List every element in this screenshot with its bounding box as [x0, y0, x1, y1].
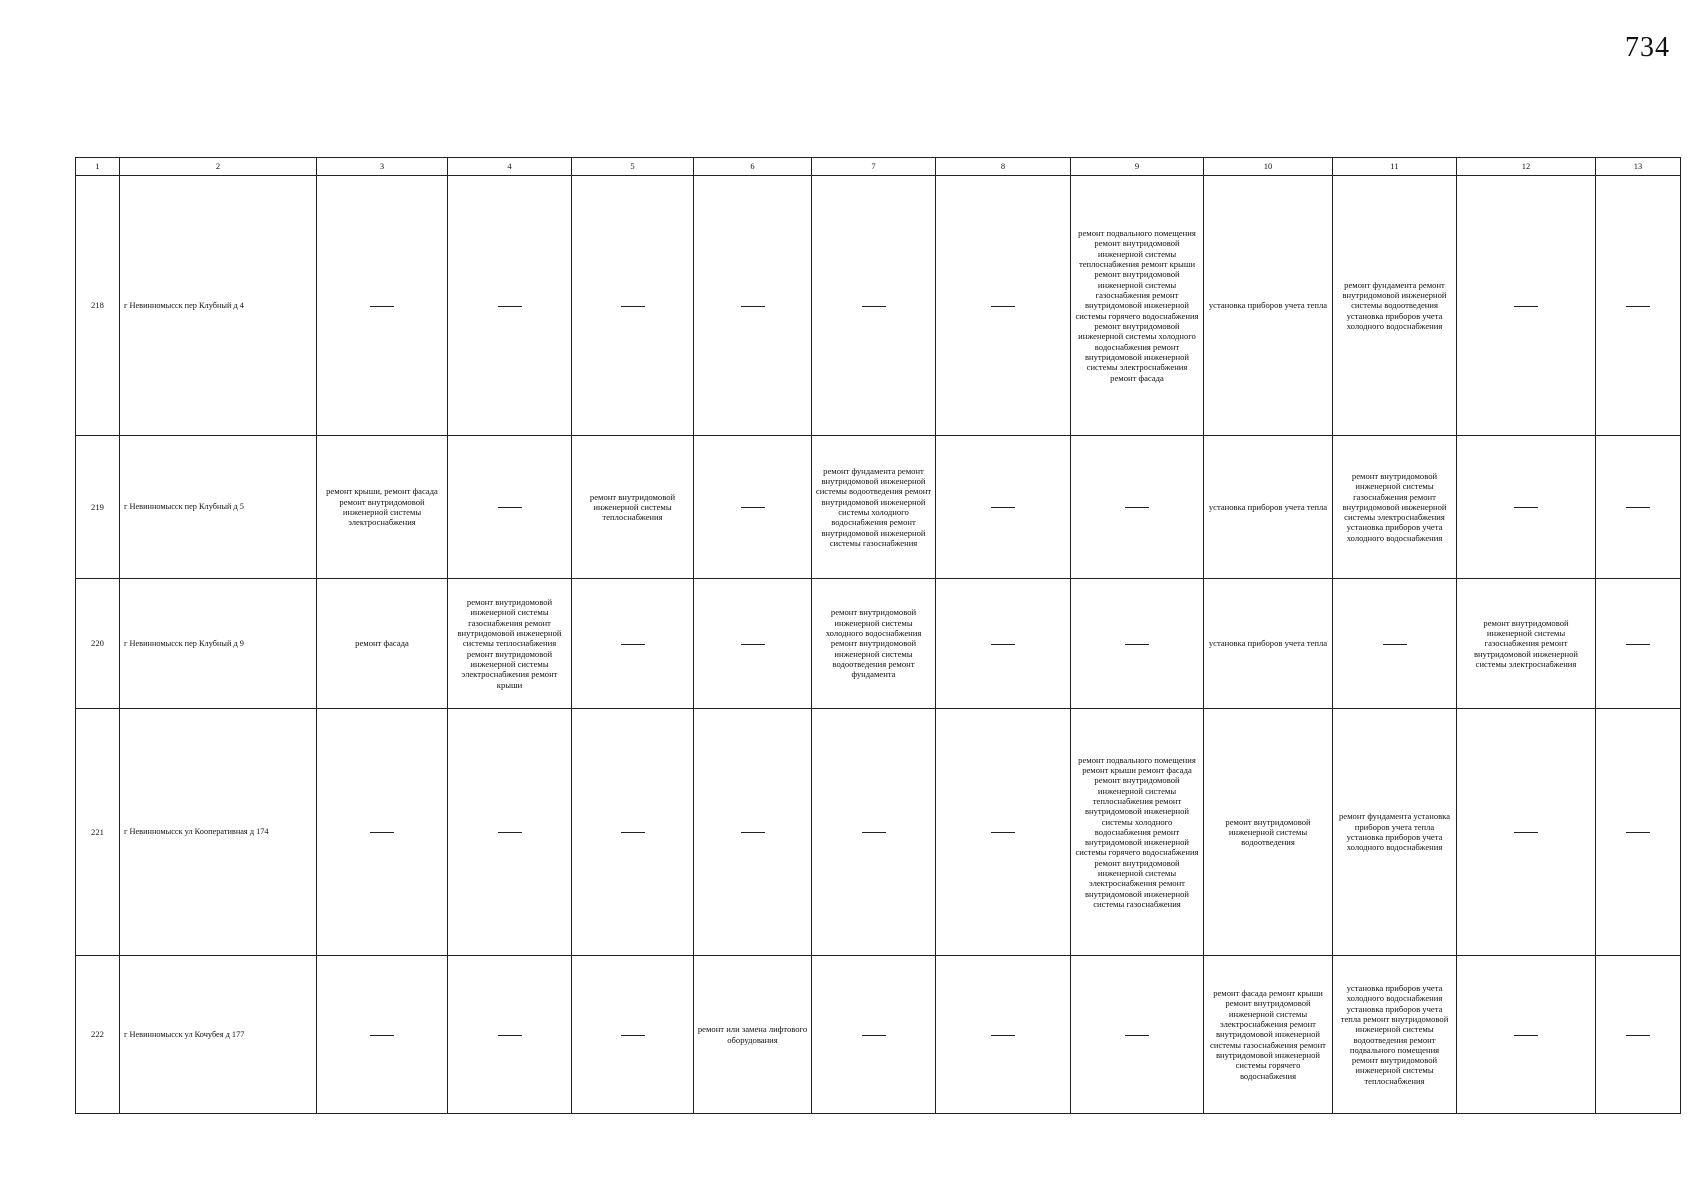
empty-cell	[448, 709, 572, 956]
dash-mark	[741, 507, 765, 508]
dash-mark	[1125, 1035, 1149, 1036]
row-number: 218	[76, 176, 120, 436]
work-cell: ремонт внутридомовой инженерной системы теплоснабжения	[572, 436, 694, 579]
column-header: 7	[812, 158, 936, 176]
table-row	[76, 176, 1681, 436]
table-row	[76, 579, 1681, 709]
work-cell: установка приборов учета тепла	[1204, 436, 1333, 579]
row-number: 221	[76, 709, 120, 956]
dash-mark	[991, 832, 1015, 833]
work-cell: ремонт внутридомовой инженерной системы водоотведения	[1204, 709, 1333, 956]
dash-mark	[498, 1035, 522, 1036]
work-cell: установка приборов учета тепла	[1204, 579, 1333, 709]
dash-mark	[1626, 1035, 1650, 1036]
work-cell: ремонт фундамента ремонт внутридомовой инженерной системы водоотведения установка приборов учета холодного водоснабжения	[1333, 176, 1457, 436]
repair-schedule-table	[75, 157, 1681, 1114]
column-header: 6	[694, 158, 812, 176]
empty-cell	[1596, 579, 1681, 709]
empty-cell	[1457, 709, 1596, 956]
dash-mark	[741, 306, 765, 307]
row-number: 219	[76, 436, 120, 579]
work-cell: ремонт фасада ремонт крыши ремонт внутридомовой инженерной системы электроснабжения ремонт внутридомовой инженерной системы газоснабжения ремонт внутридомовой инженерной системы горячего водоснабжения	[1204, 956, 1333, 1114]
empty-cell	[317, 956, 448, 1114]
address-cell: г Невинномысск ул Кочубея д 177	[120, 956, 317, 1114]
work-cell: установка приборов учета тепла	[1204, 176, 1333, 436]
empty-cell	[317, 709, 448, 956]
dash-mark	[498, 832, 522, 833]
work-cell: ремонт или замена лифтового оборудования	[694, 956, 812, 1114]
address-cell: г Невинномысск пер Клубный д 5	[120, 436, 317, 579]
row-number: 222	[76, 956, 120, 1114]
work-cell: ремонт крыши, ремонт фасада ремонт внутридомовой инженерной системы электроснабжения	[317, 436, 448, 579]
dash-mark	[1125, 507, 1149, 508]
dash-mark	[498, 306, 522, 307]
table-row	[76, 709, 1681, 956]
empty-cell	[694, 709, 812, 956]
dash-mark	[1514, 1035, 1538, 1036]
work-cell: ремонт внутридомовой инженерной системы холодного водоснабжения ремонт внутридомовой инженерной системы водоотведения ремонт фундамента	[812, 579, 936, 709]
work-cell: ремонт подвального помещения ремонт внутридомовой инженерной системы теплоснабжения ремонт крыши ремонт внутридомовой инженерной системы газоснабжения ремонт внутридомовой инженерной системы горячего водоснабжения ремонт внутридомовой инженерной системы холодного водоснабжения ремонт внутридомовой инженерной системы электроснабжения ремонт фасада	[1071, 176, 1204, 436]
empty-cell	[1457, 956, 1596, 1114]
work-cell: ремонт внутридомовой инженерной системы газоснабжения ремонт внутридомовой инженерной системы теплоснабжения ремонт внутридомовой инженерной системы электроснабжения ремонт крыши	[448, 579, 572, 709]
empty-cell	[572, 176, 694, 436]
empty-cell	[1071, 956, 1204, 1114]
dash-mark	[1125, 644, 1149, 645]
dash-mark	[1514, 507, 1538, 508]
empty-cell	[1596, 709, 1681, 956]
work-cell: установка приборов учета холодного водоснабжения установка приборов учета тепла ремонт внутридомовой инженерной системы водоотведения ремонт подвального помещения ремонт внутридомовой инженерной системы теплоснабжения	[1333, 956, 1457, 1114]
empty-cell	[1457, 176, 1596, 436]
dash-mark	[862, 306, 886, 307]
empty-cell	[936, 579, 1071, 709]
empty-cell	[936, 176, 1071, 436]
work-cell: ремонт фундамента ремонт внутридомовой инженерной системы водоотведения ремонт внутридомовой инженерной системы холодного водоснабжения ремонт внутридомовой инженерной системы газоснабжения	[812, 436, 936, 579]
dash-mark	[862, 1035, 886, 1036]
empty-cell	[572, 709, 694, 956]
work-cell: ремонт внутридомовой инженерной системы газоснабжения ремонт внутридомовой инженерной системы электроснабжения	[1457, 579, 1596, 709]
empty-cell	[1457, 436, 1596, 579]
dash-mark	[621, 832, 645, 833]
dash-mark	[370, 1035, 394, 1036]
row-number: 220	[76, 579, 120, 709]
work-cell: ремонт внутридомовой инженерной системы газоснабжения ремонт внутридомовой инженерной системы электроснабжения установка приборов учета холодного водоснабжения	[1333, 436, 1457, 579]
column-header: 10	[1204, 158, 1333, 176]
column-header: 9	[1071, 158, 1204, 176]
column-header: 2	[120, 158, 317, 176]
page-number: 734	[1625, 32, 1670, 63]
dash-mark	[370, 832, 394, 833]
address-cell: г Невинномысск пер Клубный д 4	[120, 176, 317, 436]
empty-cell	[1596, 176, 1681, 436]
column-header: 12	[1457, 158, 1596, 176]
empty-cell	[812, 709, 936, 956]
header-row	[76, 158, 1681, 176]
dash-mark	[498, 507, 522, 508]
dash-mark	[741, 644, 765, 645]
empty-cell	[694, 579, 812, 709]
address-cell: г Невинномысск пер Клубный д 9	[120, 579, 317, 709]
dash-mark	[1626, 507, 1650, 508]
address-cell: г Невинномысск ул Кооперативная д 174	[120, 709, 317, 956]
empty-cell	[1333, 579, 1457, 709]
work-cell: ремонт фундамента установка приборов учета тепла установка приборов учета холодного водоснабжения	[1333, 709, 1457, 956]
column-header: 5	[572, 158, 694, 176]
empty-cell	[936, 956, 1071, 1114]
dash-mark	[621, 644, 645, 645]
dash-mark	[1514, 832, 1538, 833]
table-row	[76, 436, 1681, 579]
column-header: 11	[1333, 158, 1457, 176]
dash-mark	[741, 832, 765, 833]
dash-mark	[370, 306, 394, 307]
empty-cell	[448, 956, 572, 1114]
work-cell: ремонт фасада	[317, 579, 448, 709]
dash-mark	[991, 1035, 1015, 1036]
empty-cell	[572, 579, 694, 709]
empty-cell	[448, 176, 572, 436]
dash-mark	[991, 644, 1015, 645]
dash-mark	[991, 507, 1015, 508]
dash-mark	[621, 1035, 645, 1036]
dash-mark	[991, 306, 1015, 307]
empty-cell	[317, 176, 448, 436]
empty-cell	[1596, 956, 1681, 1114]
empty-cell	[1071, 436, 1204, 579]
dash-mark	[1626, 644, 1650, 645]
column-header: 1	[76, 158, 120, 176]
empty-cell	[694, 176, 812, 436]
dash-mark	[1626, 832, 1650, 833]
empty-cell	[1596, 436, 1681, 579]
empty-cell	[1071, 579, 1204, 709]
empty-cell	[812, 176, 936, 436]
work-cell: ремонт подвального помещения ремонт крыши ремонт фасада ремонт внутридомовой инженерной системы теплоснабжения ремонт внутридомовой инженерной системы холодного водоснабжения ремонт внутридомовой инженерной системы горячего водоснабжения ремонт внутридомовой инженерной системы электроснабжения ремонт внутридомовой инженерной системы газоснабжения	[1071, 709, 1204, 956]
table-row	[76, 956, 1681, 1114]
column-header: 13	[1596, 158, 1681, 176]
dash-mark	[862, 832, 886, 833]
dash-mark	[621, 306, 645, 307]
column-header: 3	[317, 158, 448, 176]
empty-cell	[936, 436, 1071, 579]
dash-mark	[1626, 306, 1650, 307]
empty-cell	[694, 436, 812, 579]
empty-cell	[936, 709, 1071, 956]
empty-cell	[572, 956, 694, 1114]
empty-cell	[812, 956, 936, 1114]
empty-cell	[448, 436, 572, 579]
column-header: 8	[936, 158, 1071, 176]
dash-mark	[1383, 644, 1407, 645]
column-header: 4	[448, 158, 572, 176]
dash-mark	[1514, 306, 1538, 307]
